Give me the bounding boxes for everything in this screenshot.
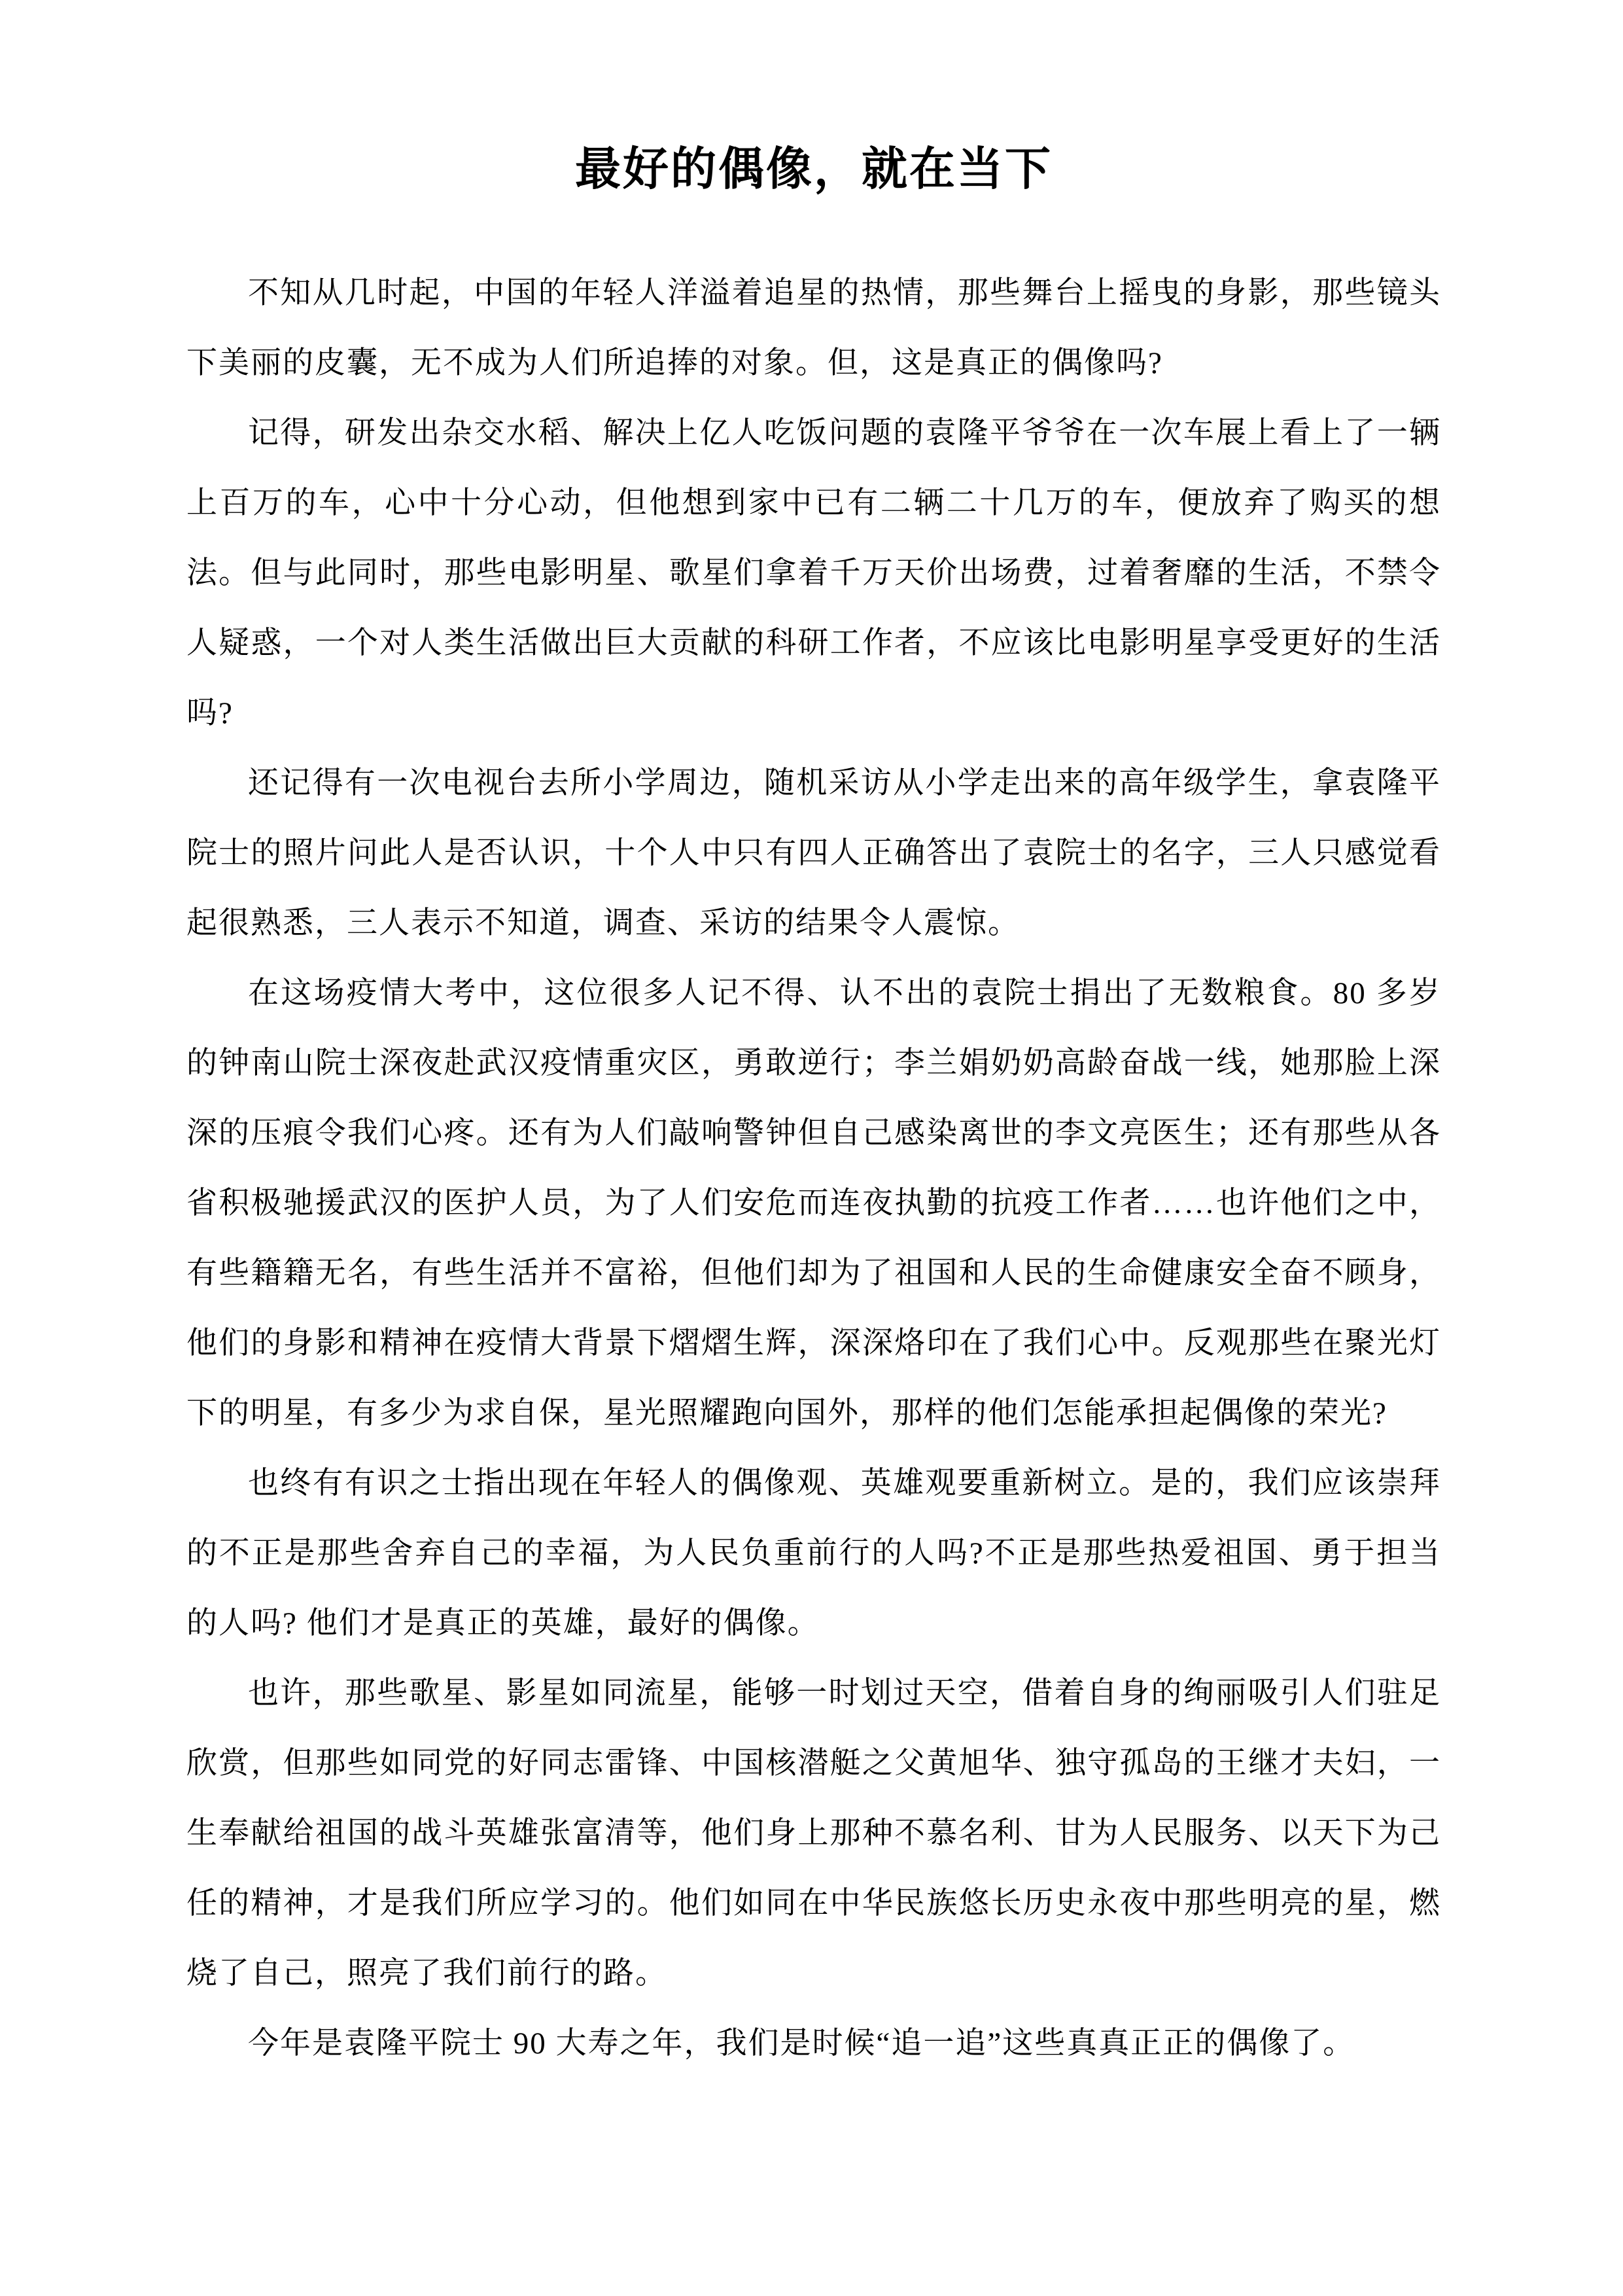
essay-paragraph-pandemic-heroes: 在这场疫情大考中，这位很多人记不得、认不出的袁院士捐出了无数粮食。80 多岁的钟南山院士深夜赴武汉疫情重灾区，勇敢逆行；李兰娟奶奶高龄奋战一线，她那脸上深深的压痕令我们心疼。还有为人们敲响警钟但自己感染离世的李文亮医生；还有那些从各省积极驰援武汉的医护人员，为了人们安危而连夜执勤的抗疫工作者……也许他们之中，有些籍籍无名，有些生活并不富裕，但他们却为了祖国和人民的生命健康安全奋不顾身，他们的身影和精神在疫情大背景下熠熠生辉，深深烙印在了我们心中。反观那些在聚光灯下的明星，有多少为求自保，星光照耀跑向国外，那样的他们怎能承担起偶像的荣光? [186, 976, 1441, 1430]
essay-paragraph-yuan-car: 记得，研发出杂交水稻、解决上亿人吃饭问题的袁隆平爷爷在一次车展上看上了一辆上百万的车，心中十分心动，但他想到家中已有二辆二十几万的车，便放弃了购买的想法。但与此同时，那些电影明星、歌星们拿着千万天价出场费，过着奢靡的生活，不禁令人疑惑，一个对人类生活做出巨大贡献的科研工作者，不应该比电影明星享受更好的生活吗? [186, 416, 1441, 730]
essay-title: 最好的偶像，就在当下 [575, 145, 1053, 195]
essay-paragraph-intro: 不知从几时起，中国的年轻人洋溢着追星的热情，那些舞台上摇曳的身影，那些镜头下美丽的皮囊，无不成为人们所追捧的对象。但，这是真正的偶像吗? [186, 276, 1441, 380]
essay-paragraph-conclusion: 今年是袁隆平院士 90 大寿之年，我们是时候“追一追”这些真真正正的偶像了。 [248, 2026, 1355, 2060]
essay-paragraph-interview: 还记得有一次电视台去所小学周边，随机采访从小学走出来的高年级学生，拿袁隆平院士的照片问此人是否认识，十个人中只有四人正确答出了袁院士的名字，三人只感觉看起很熟悉，三人表示不知道，调查、采访的结果令人震惊。 [186, 766, 1441, 940]
essay-paragraph-shooting-stars: 也许，那些歌星、影星如同流星，能够一时划过天空，借着自身的绚丽吸引人们驻足欣赏，但那些如同党的好同志雷锋、中国核潜艇之父黄旭华、独守孤岛的王继才夫妇，一生奉献给祖国的战斗英雄张富清等，他们身上那种不慕名利、甘为人民服务、以天下为己任的精神，才是我们所应学习的。他们如同在中华民族悠长历史永夜中那些明亮的星，燃烧了自己，照亮了我们前行的路。 [186, 1676, 1441, 1990]
essay-paragraph-true-heroes: 也终有有识之士指出现在年轻人的偶像观、英雄观要重新树立。是的，我们应该崇拜的不正是那些舍弃自己的幸福，为人民负重前行的人吗?不正是那些热爱祖国、勇于担当的人吗? 他们才是真正的英雄，最好的偶像。 [186, 1466, 1441, 1640]
